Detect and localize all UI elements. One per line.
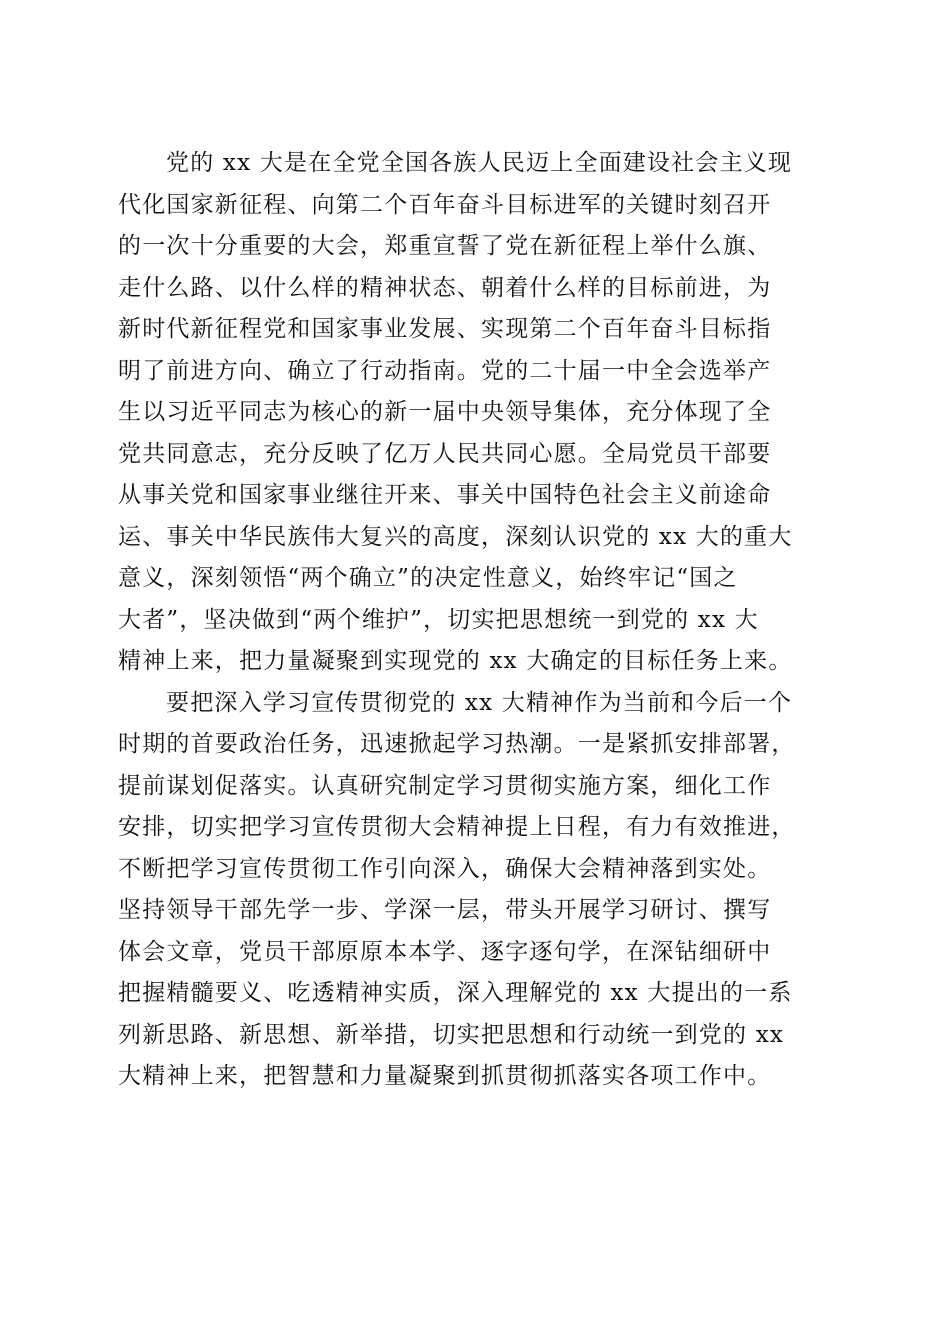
paragraph-line: 代化国家新征程、向第二个百年奋斗目标进军的关键时刻召开 xyxy=(118,191,772,218)
paragraph-line: 从事关党和国家事业继往开来、事关中国特色社会主义前途命 xyxy=(118,482,772,508)
paragraph-2 xyxy=(118,683,834,1098)
paragraph-line: 的一次十分重要的大会，郑重宣誓了党在新征程上举什么旗、 xyxy=(118,233,772,259)
paragraph-line: 明了前进方向、确立了行动指南。党的二十届一中全会选举产 xyxy=(118,357,772,384)
paragraph-line: 时期的首要政治任务，迅速掀起学习热潮。一是紧抓安排部署， xyxy=(118,731,796,757)
paragraph-line: 不断把学习宣传贯彻工作引向深入，确保大会精神落到实处。 xyxy=(118,855,772,882)
paragraph-line: 提前谋划促落实。认真研究制定学习贯彻实施方案，细化工作 xyxy=(118,772,772,799)
paragraph-line: 坚持领导干部先学一步、学深一层，带头开展学习研讨、撰写 xyxy=(118,897,772,923)
paragraph-line: 运、事关中华民族伟大复兴的高度，深刻认识党的 xx 大的重大 xyxy=(118,523,793,550)
paragraph-line: 把握精髓要义、吃透精神实质，深入理解党的 xx 大提出的一系 xyxy=(118,980,793,1006)
paragraph-line: 新时代新征程党和国家事业发展、实现第二个百年奋斗目标指 xyxy=(118,316,772,342)
paragraph-line: 要把深入学习宣传贯彻党的 xx 大精神作为当前和今后一个 xyxy=(166,689,793,716)
paragraph-line: 党共同意志，充分反映了亿万人民共同心愿。全局党员干部要 xyxy=(118,440,772,467)
paragraph-1 xyxy=(118,143,834,683)
paragraph-line: 体会文章，党员干部原原本本学、逐字逐句学，在深钻细研中 xyxy=(118,938,772,965)
paragraph-line: 大者”，坚决做到“两个维护”，切实把思想统一到党的 xx 大 xyxy=(118,606,759,633)
paragraph-line: 大精神上来，把智慧和力量凝聚到抓贯彻抓落实各项工作中。 xyxy=(118,1063,772,1089)
paragraph-line: 列新思路、新思想、新举措，切实把思想和行动统一到党的 xx xyxy=(118,1021,785,1048)
paragraph-line: 走什么路、以什么样的精神状态、朝着什么样的目标前进，为 xyxy=(118,274,772,301)
document-body xyxy=(118,143,834,1098)
paragraph-line: 精神上来，把力量凝聚到实现党的 xx 大确定的目标任务上来。 xyxy=(118,648,793,674)
paragraph-line: 意义，深刻领悟“两个确立”的决定性意义，始终牢记“国之 xyxy=(118,565,738,591)
paragraph-line: 安排，切实把学习宣传贯彻大会精神提上日程，有力有效推进， xyxy=(118,814,796,840)
paragraph-line: 生以习近平同志为核心的新一届中央领导集体，充分体现了全 xyxy=(118,399,772,425)
paragraph-line: 党的 xx 大是在全党全国各族人民迈上全面建设社会主义现 xyxy=(166,150,793,176)
